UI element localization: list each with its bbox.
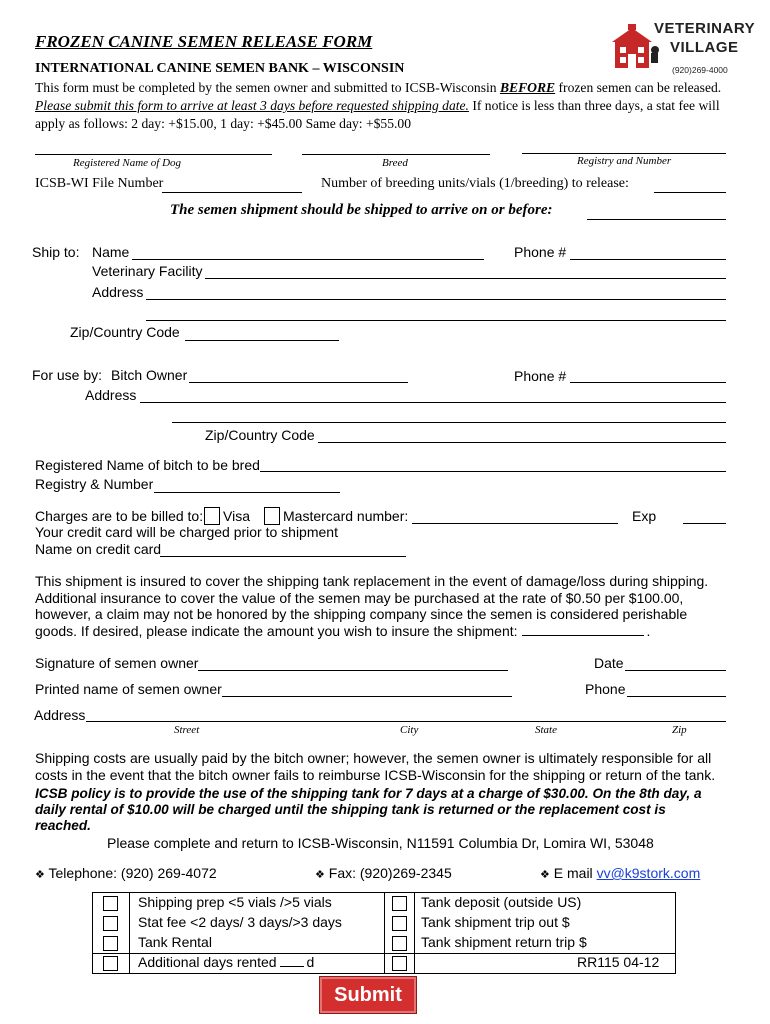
file-number-line[interactable]: [162, 192, 302, 193]
table-row: [93, 933, 675, 953]
bullet-icon: ❖: [540, 869, 550, 881]
bitch-registry-line[interactable]: [154, 492, 340, 493]
table-row: [93, 913, 675, 933]
form-code: RR115 04-12: [577, 954, 660, 970]
telephone-contact: ❖ Telephone: (920) 269-4072: [35, 865, 217, 881]
return-instructions: Please complete and return to ICSB-Wisconsin, N11591 Columbia Dr, Lomira WI, 53048: [107, 835, 654, 851]
shipping-cost-paragraph: Shipping costs are usually paid by the bitch owner; however, the semen owner is ultimately responsible for all costs in the event that the bitch owner fails to reimburse ICSB-Wisconsin for the shipping or return of the tank.: [35, 750, 716, 783]
registry-number-line[interactable]: [522, 153, 726, 154]
dog-icon: [648, 44, 662, 64]
ship-address-line-1[interactable]: [146, 299, 726, 300]
owner-phone-line[interactable]: [570, 382, 726, 383]
printed-name-label: Printed name of semen owner: [35, 681, 222, 697]
fax-contact: ❖ Fax: (920)269-2345: [315, 865, 452, 881]
exp-label: Exp: [632, 508, 657, 524]
fee-label: Stat fee <2 days/ 3 days/>3 days: [138, 914, 342, 930]
mastercard-checkbox[interactable]: [264, 507, 280, 525]
ship-phone-label: Phone #: [514, 244, 567, 260]
card-charge-note: Your credit card will be charged prior to shipment: [35, 524, 338, 540]
insurance-paragraph: This shipment is insured to cover the shipping tank replacement in the event of damage/loss during shipping. Additional insurance to cover the value of the semen may be purchased at the rate of $0.50 per $100.00, however, a claim may not be honored by the shipping company since the semen is considered perishable goods. If desired, please indicate the amount you wish to insure the shipment: .: [35, 573, 709, 639]
insurance-amount-line[interactable]: [522, 623, 644, 636]
bitch-name-label: Registered Name of bitch to be bred: [35, 457, 260, 473]
row-checkbox[interactable]: [103, 936, 118, 951]
charges-label: Charges are to be billed to:: [35, 508, 204, 524]
owner-zip-label: Zip/Country Code: [205, 427, 315, 443]
row-checkbox[interactable]: [103, 916, 118, 931]
signature-line[interactable]: [198, 670, 508, 671]
visa-label: Visa: [223, 508, 250, 524]
registered-name-caption: Registered Name of Dog: [73, 157, 182, 169]
date-line[interactable]: [625, 670, 726, 671]
owner-phone-label-2: Phone: [585, 681, 626, 697]
ship-address-label: Address: [92, 284, 144, 300]
facility-line[interactable]: [205, 278, 726, 279]
date-label: Date: [594, 655, 624, 671]
state-caption: State: [535, 724, 557, 736]
owner-address-line-2[interactable]: [172, 422, 726, 423]
breed-line[interactable]: [302, 154, 490, 155]
logo-line-1: VETERINARY: [654, 20, 756, 37]
facility-label: Veterinary Facility: [92, 263, 203, 279]
ship-zip-line[interactable]: [185, 340, 339, 341]
for-use-by-label: For use by:: [32, 367, 103, 383]
ship-zip-label: Zip/Country Code: [70, 324, 180, 340]
ship-address-line-2[interactable]: [146, 320, 726, 321]
ship-by-line[interactable]: [587, 219, 726, 220]
fee-label: Tank shipment return trip $: [421, 934, 587, 950]
row-checkbox[interactable]: [392, 916, 407, 931]
intro-paragraph: This form must be completed by the semen owner and submitted to ICSB-Wisconsin BEFORE frozen semen can be released. Please submit this form to arrive at least 3 days before requested shipping date. If notice is less than three days, a stat fee will apply as follows: 2 day: +$15.00, 1 day: +$45.00 Same day: +$55.00: [35, 80, 722, 131]
registry-caption: Registry and Number: [577, 155, 672, 167]
row-checkbox[interactable]: [392, 896, 407, 911]
exp-line[interactable]: [683, 523, 726, 524]
owner-zip-line[interactable]: [318, 442, 726, 443]
bitch-name-line[interactable]: [260, 471, 726, 472]
office-use-table: [92, 892, 676, 974]
card-name-line[interactable]: [160, 556, 406, 557]
email-link[interactable]: vv@k9stork.com: [596, 865, 701, 881]
street-caption: Street: [174, 724, 200, 736]
ship-phone-line[interactable]: [570, 259, 726, 260]
fee-label: Shipping prep <5 vials />5 vials: [138, 894, 332, 910]
owner-address-line-3[interactable]: [86, 721, 726, 722]
ship-name-label: Name: [92, 244, 130, 260]
ship-by-label: The semen shipment should be shipped to arrive on or before:: [170, 202, 553, 218]
row-checkbox[interactable]: [392, 956, 407, 971]
breed-caption: Breed: [382, 157, 408, 169]
city-caption: City: [400, 724, 419, 736]
bitch-owner-line[interactable]: [189, 382, 408, 383]
printed-name-line[interactable]: [222, 696, 512, 697]
form-title: FROZEN CANINE SEMEN RELEASE FORM: [35, 32, 373, 51]
signature-label: Signature of semen owner: [35, 655, 199, 671]
card-name-label: Name on credit card: [35, 541, 162, 557]
row-checkbox[interactable]: [392, 936, 407, 951]
logo-line-2: VILLAGE: [670, 39, 739, 56]
bullet-icon: ❖: [35, 869, 45, 881]
mastercard-label: Mastercard number:: [283, 508, 409, 524]
owner-phone-line-2[interactable]: [627, 696, 726, 697]
owner-address-line-1[interactable]: [140, 402, 726, 403]
bullet-icon: ❖: [315, 869, 325, 881]
email-contact: ❖ E mail vv@k9stork.com: [540, 865, 701, 881]
units-line[interactable]: [654, 192, 726, 193]
owner-address-label-2: Address: [34, 707, 86, 723]
submit-label: Submit: [334, 984, 402, 1006]
card-number-line[interactable]: [412, 523, 618, 524]
bitch-registry-label: Registry & Number: [35, 476, 154, 492]
owner-address-label: Address: [85, 387, 137, 403]
days-rented-line[interactable]: [280, 954, 304, 967]
zip-caption: Zip: [672, 724, 687, 736]
owner-phone-label: Phone #: [514, 368, 567, 384]
logo-phone: (920)269-4000: [672, 65, 728, 75]
veterinary-village-logo: [608, 14, 756, 78]
table-row: [93, 953, 675, 973]
units-label: Number of breeding units/vials (1/breeding) to release:: [321, 176, 629, 191]
table-row: [93, 893, 675, 913]
file-number-label: ICSB-WI File Number: [35, 176, 164, 191]
fee-label: Tank Rental: [138, 934, 212, 950]
ship-name-line[interactable]: [132, 259, 484, 260]
visa-checkbox[interactable]: [204, 507, 220, 525]
form-subtitle: INTERNATIONAL CANINE SEMEN BANK – WISCONSIN: [35, 61, 405, 76]
icsb-policy-paragraph: ICSB policy is to provide the use of the shipping tank for 7 days at a charge of $30.00. On the 8th day, a daily rental of $10.00 will be charged until the shipping tank is returned or the replacement cost is reached.: [35, 786, 702, 833]
ship-to-label: Ship to:: [32, 244, 80, 260]
bitch-owner-label: Bitch Owner: [111, 367, 188, 383]
row-checkbox[interactable]: [103, 896, 118, 911]
registered-name-line[interactable]: [35, 154, 272, 155]
fee-label: Tank shipment trip out $: [421, 914, 570, 930]
fee-label: Additional days rented d: [138, 954, 315, 970]
fee-label: Tank deposit (outside US): [421, 894, 582, 910]
row-checkbox[interactable]: [103, 956, 118, 971]
submit-button[interactable]: [319, 976, 417, 1014]
